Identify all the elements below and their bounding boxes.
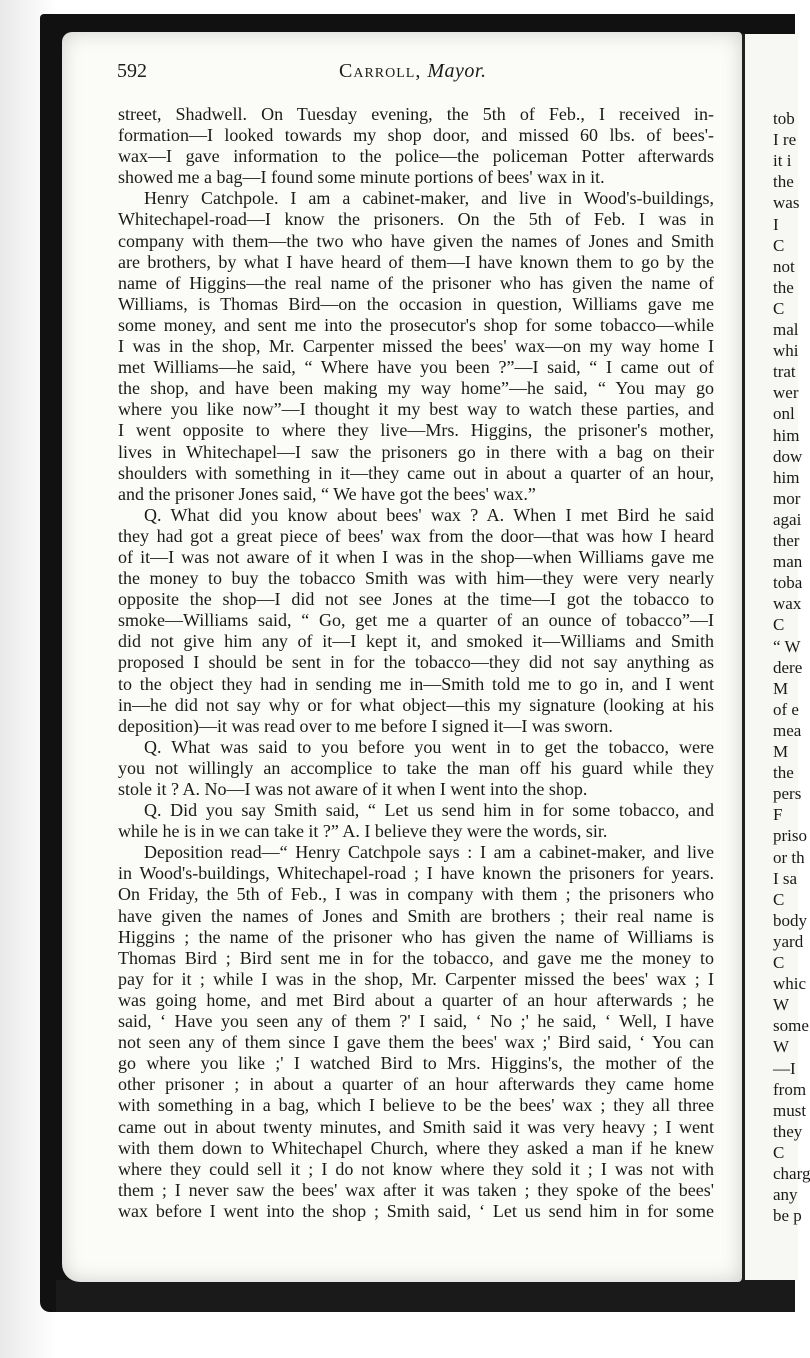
facing-page-fragment: from xyxy=(773,1079,807,1099)
facing-page-fragment: F xyxy=(773,805,783,825)
text-line: wax—I gave information to the police—the policeman Potter afterwards xyxy=(118,146,714,167)
text-line: said, ‘ Have you seen any of them ?' I said, ‘ No ;' he said, ‘ Well, I have xyxy=(118,1011,714,1032)
text-line: Whitechapel-road—I know the prisoners. On the 5th of Feb. I was in xyxy=(118,209,714,230)
text-line: Q. Did you say Smith said, “ Let us send him in for some tobacco, and xyxy=(144,800,714,821)
text-line: Williams, is Thomas Bird—on the occasion in question, Williams gave me xyxy=(118,293,714,314)
facing-page-fragment: agai xyxy=(773,509,802,529)
facing-page-fragment: the xyxy=(773,763,794,783)
facing-page-fragment: onl xyxy=(773,404,795,424)
facing-page-fragment: the xyxy=(773,277,794,297)
facing-page-fragment: mor xyxy=(773,488,801,508)
facing-page-fragment: C xyxy=(773,615,785,635)
facing-page-fragment: the xyxy=(773,172,794,192)
page-number: 592 xyxy=(117,60,147,82)
running-head-name: Carroll, xyxy=(339,60,422,82)
running-head xyxy=(339,60,486,83)
facing-page-fragment: dere xyxy=(773,657,803,677)
text-line: the money to buy the tobacco Smith was with him—they were very nearly xyxy=(118,568,714,589)
text-line: Deposition read—“ Henry Catchpole says : I am a cabinet-maker, and live xyxy=(144,842,714,863)
text-line: Q. What did you know about bees' wax ? A. When I met Bird he said xyxy=(144,504,714,525)
text-line: not seen any of them since I gave them the bees' wax ;' Bird said, ‘ You can xyxy=(118,1032,714,1053)
facing-page-fragment: yard xyxy=(773,931,804,951)
text-line: in—he did not say why or for what object—this my signature (looking at his xyxy=(118,694,714,715)
facing-page-fragment: wax xyxy=(773,594,802,614)
facing-page-fragment: was xyxy=(773,193,800,213)
facing-page-fragment: M xyxy=(773,678,789,698)
facing-page-fragment: man xyxy=(773,552,803,572)
facing-page-fragment: they xyxy=(773,1121,803,1141)
text-line: the shop, and have been making my way home”—he said, “ You may go xyxy=(118,378,714,399)
text-line: go where you like ;' I watched Bird to Mrs. Higgins's, the mother of the xyxy=(118,1053,714,1074)
text-line: showed me a bag—I found some minute portions of bees' wax in it. xyxy=(118,167,605,188)
text-line: of it—I was not aware of it when I was in the shop—when Williams gave me xyxy=(118,546,714,567)
facing-page-fragment: dow xyxy=(773,446,803,466)
facing-page-fragment: pers xyxy=(773,784,802,804)
page-header xyxy=(117,60,717,88)
facing-page-fragment: it i xyxy=(773,151,792,171)
text-line: did not give him any of it—I kept it, and smoked it—Williams and Smith xyxy=(118,631,714,652)
facing-page-fragment: “ W xyxy=(773,636,801,656)
text-line: deposition)—it was read over to me before I signed it—I was sworn. xyxy=(118,715,613,736)
facing-page-fragment: W xyxy=(773,1037,790,1057)
facing-page-fragment: —I xyxy=(773,1058,796,1078)
facing-page-fragment: ther xyxy=(773,531,800,550)
facing-page-fragment: mea xyxy=(773,720,802,740)
text-line: are brothers, by what I have heard of them—I have known them to go by the xyxy=(118,251,714,272)
text-line: and the prisoner Jones said, “ We have got the bees' wax.” xyxy=(118,483,536,504)
text-line: while he is in we can take it ?” A. I believe they were the words, sir. xyxy=(118,821,608,842)
text-line: opposite the shop—I did not see Jones at the time—I got the tobacco to xyxy=(118,589,714,610)
text-line: proposed I should be sent in for the tobacco—they did not say anything as xyxy=(118,652,714,673)
facing-page-fragment: M xyxy=(773,742,789,761)
facing-page-fragment: him xyxy=(773,467,800,487)
text-line: other prisoner ; in about a quarter of an hour afterwards they came home xyxy=(118,1074,714,1095)
facing-page-fragment: of e xyxy=(773,699,799,719)
text-line: them ; I never saw the bees' wax after it was taken ; they spoke of the bees' xyxy=(118,1179,714,1200)
text-line: I was in the shop, Mr. Carpenter missed the bees' wax—on my way home I xyxy=(118,336,714,357)
text-line: to the object they had in sending me in—Smith told me to go in, and I went xyxy=(118,673,714,694)
text-line: they had got a great piece of bees' wax from the door—that was how I heard xyxy=(118,525,714,546)
text-line: came out in about twenty minutes, and Smith said it was very heavy ; I went xyxy=(118,1116,714,1137)
text-line: pay for it ; while I was in the shop, Mr. Carpenter missed the bees' wax ; I xyxy=(118,968,714,989)
facing-page-fragment: I xyxy=(773,214,779,234)
facing-page-fragment: W xyxy=(773,995,790,1015)
text-line: Thomas Bird ; Bird sent me in for the tobacco, and gave me the money to xyxy=(118,947,714,968)
text-line: formation—I looked towards my shop door, and missed 60 lbs. of bees'- xyxy=(118,125,714,146)
facing-page-fragment: must xyxy=(773,1100,807,1120)
text-line: where you like now”—I thought it my best way to watch these parties, and xyxy=(118,399,714,420)
text-line: street, Shadwell. On Tuesday evening, the 5th of Feb., I received in- xyxy=(118,104,714,124)
facing-page-fragment: C xyxy=(773,298,785,318)
text-line: smoke—Williams said, “ Go, get me a quarter of an ounce of tobacco”—I xyxy=(118,610,714,631)
facing-page-fragment: tob xyxy=(773,109,795,128)
text-line: Higgins ; the name of the prisoner who has given the name of Williams is xyxy=(118,926,714,947)
text-line: I went opposite to where they live—Mrs. Higgins, the prisoner's mother, xyxy=(118,420,714,441)
text-line: where they could sell it ; I do not know where they sold it ; I was not with xyxy=(118,1158,714,1179)
text-line: with them down to Whitechapel Church, where they asked a man if he knew xyxy=(118,1137,714,1158)
text-line: have given the names of Jones and Smith are brothers ; their real name is xyxy=(118,905,714,926)
facing-page-fragment: C xyxy=(773,1142,785,1162)
text-line: wax before I went into the shop ; Smith said, ‘ Let us send him in for some xyxy=(118,1200,714,1221)
facing-page-fragment: body xyxy=(773,910,807,930)
text-line: Q. What was said to you before you went in to get the tobacco, were xyxy=(144,736,714,757)
text-line: met Williams—he said, “ Where have you been ?”—I said, “ I came out of xyxy=(118,357,714,378)
facing-page-fragment: C xyxy=(773,889,785,909)
facing-page-fragment: some xyxy=(773,1016,809,1036)
facing-page-fragment: or th xyxy=(773,847,805,867)
text-line: was going home, and met Bird about a quarter of an hour afterwards ; he xyxy=(118,989,714,1010)
text-line: in Wood's-buildings, Whitechapel-road ; I have known the prisoners for years. xyxy=(118,863,714,884)
book-bottom-edge xyxy=(56,1280,795,1312)
facing-page-fragment: be p xyxy=(773,1206,802,1226)
running-head-title: Mayor. xyxy=(427,60,487,82)
facing-page-fragment: priso xyxy=(773,826,807,846)
facing-page-fragment: wer xyxy=(773,383,799,403)
text-line: you not willingly an accomplice to take the man off his guard while they xyxy=(118,757,714,778)
text-line: stole it ? A. No—I was not aware of it when I went into the shop. xyxy=(118,779,588,799)
facing-page-fragment: I re xyxy=(773,130,797,150)
facing-page-fragment: trat xyxy=(773,362,796,382)
text-line: lives in Whitechapel—I saw the prisoners go in there with a bag on their xyxy=(118,441,714,462)
text-line: On Friday, the 5th of Feb., I was in company with them ; the prisoners who xyxy=(118,884,714,905)
facing-page-fragment: toba xyxy=(773,573,803,593)
text-line: company with them—the two who have given the names of Jones and Smith xyxy=(118,230,714,251)
facing-page-edge xyxy=(742,34,810,1280)
facing-page-fragment: C xyxy=(773,235,785,255)
text-line: with something in a bag, which I believe to be the bees' wax ; they all three xyxy=(118,1095,714,1116)
facing-page-fragment: any xyxy=(773,1185,798,1205)
body-text xyxy=(118,104,714,1222)
facing-page-fragment: whic xyxy=(773,974,807,994)
facing-page-fragment: him xyxy=(773,425,800,445)
text-line: Henry Catchpole. I am a cabinet-maker, and live in Wood's-buildings, xyxy=(144,188,714,209)
facing-page-fragment: mal xyxy=(773,320,799,339)
facing-page-fragment: charg xyxy=(773,1164,810,1183)
facing-page-fragment: I sa xyxy=(773,868,798,888)
text-line: some money, and sent me into the prosecutor's shop for some tobacco—while xyxy=(118,314,714,335)
facing-page-fragment: whi xyxy=(773,341,799,361)
text-line: name of Higgins—the real name of the prisoner who has given the name of xyxy=(118,272,714,293)
text-line: shoulders with something in it—they came out in about a quarter of an hour, xyxy=(118,462,714,483)
facing-page-fragment: C xyxy=(773,953,785,972)
facing-page-fragment: not xyxy=(773,256,795,276)
